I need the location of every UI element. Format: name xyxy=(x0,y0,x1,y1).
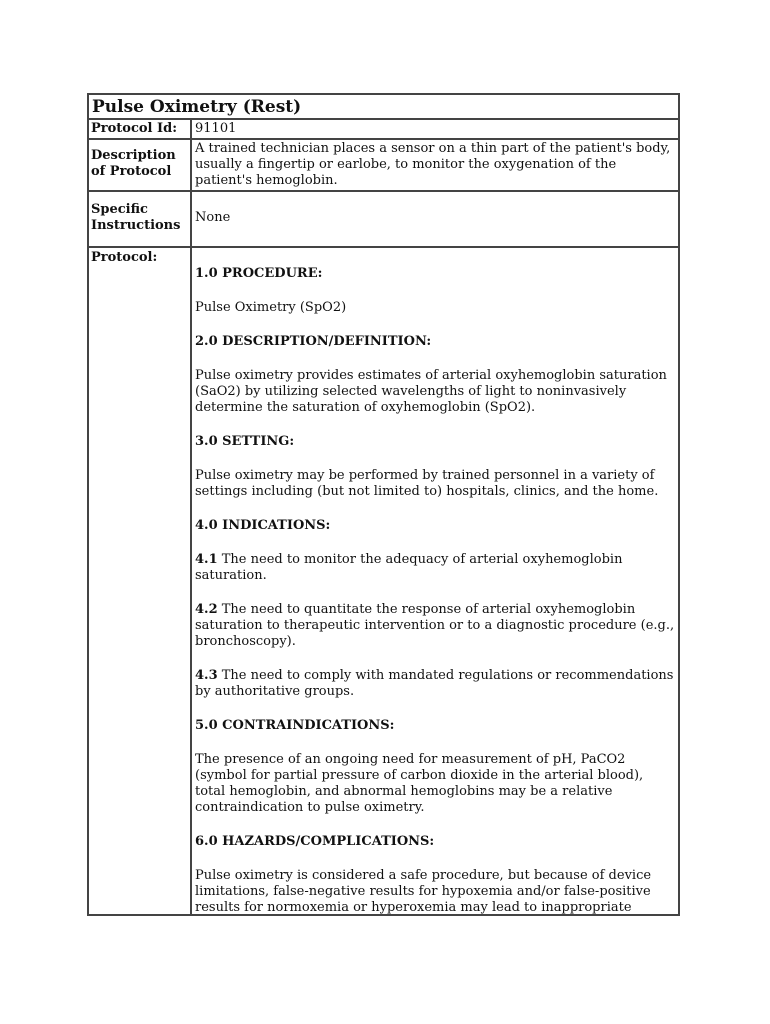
section-text-description: Pulse oximetry provides estimates of arterial oxyhemoglobin saturation (SaO2) by utilizing selected wavelengths of light to noninvasively determine the saturation of oxyhemoglobin (SpO2). xyxy=(195,368,667,415)
protocol-table xyxy=(87,93,680,916)
section-text-procedure: Pulse Oximetry (SpO2) xyxy=(195,300,347,315)
section-heading-hazards: 6.0 HAZARDS/COMPLICATIONS: xyxy=(195,834,435,849)
indication-number: 4.1 xyxy=(195,552,218,567)
description-row xyxy=(89,140,678,192)
protocol-label: Protocol: xyxy=(89,248,192,916)
section-text-setting: Pulse oximetry may be performed by trained personnel in a variety of settings including (but not limited to) hospitals, clinics, and the home. xyxy=(195,468,659,499)
section-heading-procedure: 1.0 PROCEDURE: xyxy=(195,266,323,281)
indication-item xyxy=(195,552,675,584)
protocol-id-row xyxy=(89,120,678,140)
indication-text: The need to comply with mandated regulations or recommendations by authoritative groups. xyxy=(195,668,674,699)
protocol-row xyxy=(89,248,678,916)
section-heading-contraindications: 5.0 CONTRAINDICATIONS: xyxy=(195,718,395,733)
indication-number: 4.3 xyxy=(195,668,218,683)
section-text-contraindications: The presence of an ongoing need for measurement of pH, PaCO2 (symbol for partial pressure of carbon dioxide in the arterial blood), total hemoglobin, and abnormal hemoglobins may be a relative contraindication to pulse oximetry. xyxy=(195,752,644,815)
description-label: Description of Protocol xyxy=(89,140,192,190)
section-text-hazards: Pulse oximetry is considered a safe procedure, but because of device limitations, false-negative results for hypoxemia and/or false-positive results for normoxemia or hyperoxemia may lead to inappropriate xyxy=(195,868,652,915)
indication-text: The need to quantitate the response of arterial oxyhemoglobin saturation to therapeutic intervention or to a diagnostic procedure (e.g., bronchoscopy). xyxy=(195,602,675,649)
specific-instructions-value: None xyxy=(195,210,231,225)
protocol-body xyxy=(192,248,678,916)
section-heading-indications: 4.0 INDICATIONS: xyxy=(195,518,331,533)
protocol-id-label: Protocol Id: xyxy=(89,120,192,138)
indication-item xyxy=(195,602,675,650)
protocol-id-value: 91101 xyxy=(195,121,237,136)
specific-instructions-label: Specific Instructions xyxy=(89,192,192,246)
description-value: A trained technician places a sensor on a thin part of the patient's body, usually a fingertip or earlobe, to monitor the oxygenation of the patient's hemoglobin. xyxy=(195,141,671,188)
section-heading-setting: 3.0 SETTING: xyxy=(195,434,295,449)
indication-number: 4.2 xyxy=(195,602,218,617)
section-heading-description: 2.0 DESCRIPTION/DEFINITION: xyxy=(195,334,432,349)
specific-instructions-row xyxy=(89,192,678,248)
indication-item xyxy=(195,668,675,700)
indication-text: The need to monitor the adequacy of arterial oxyhemoglobin saturation. xyxy=(195,552,623,583)
document-title: Pulse Oximetry (Rest) xyxy=(89,95,678,120)
